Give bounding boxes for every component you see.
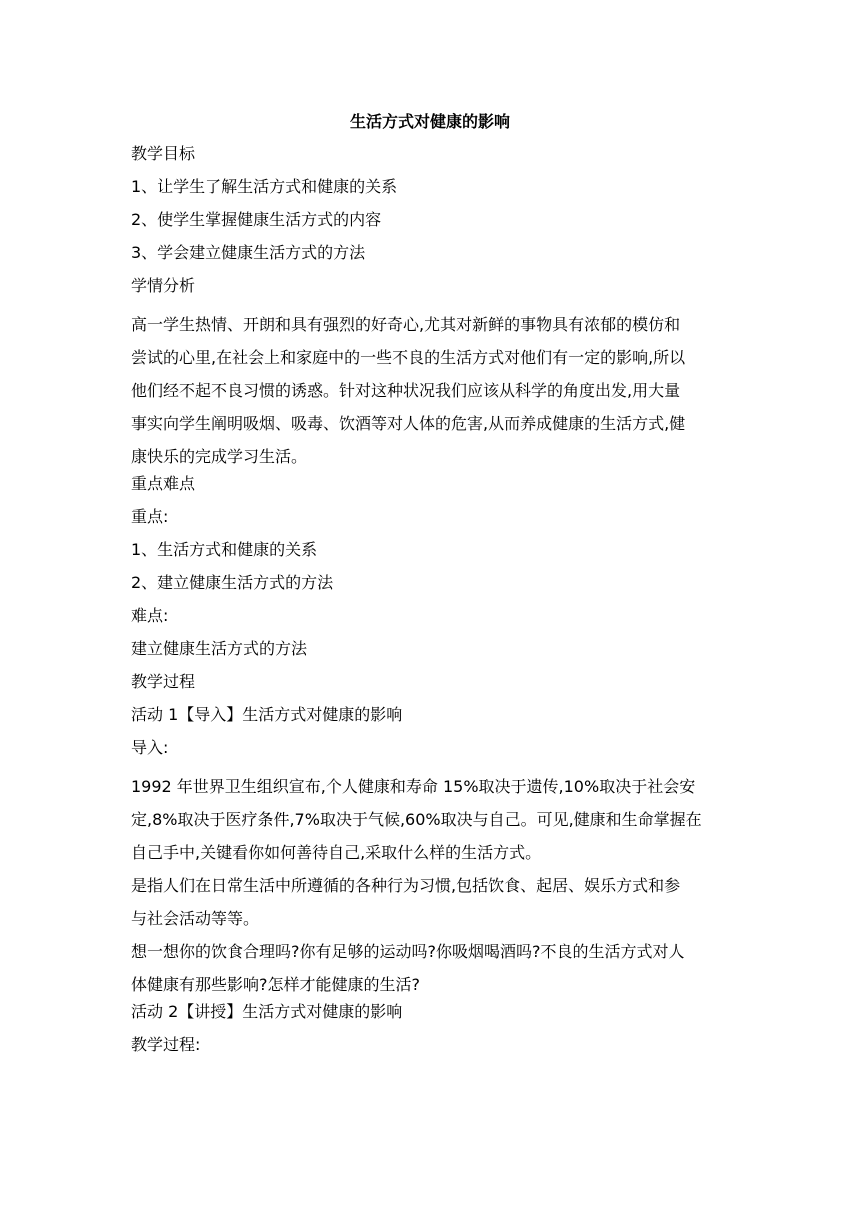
intro-paragraph bbox=[131, 770, 731, 869]
analysis-paragraph bbox=[131, 308, 731, 473]
question-line: 体健康有那些影响?怎样才能健康的生活? bbox=[131, 975, 420, 994]
definition-paragraph bbox=[131, 869, 731, 935]
key-point-item-1: 1、生活方式和健康的关系 bbox=[131, 540, 318, 559]
activity-2-heading: 活动 2【讲授】生活方式对健康的影响 bbox=[131, 1002, 403, 1021]
goal-item-3: 3、学会建立健康生活方式的方法 bbox=[131, 243, 366, 262]
question-paragraph bbox=[131, 935, 731, 1001]
analysis-line: 康快乐的完成学习生活。 bbox=[131, 447, 308, 466]
analysis-line: 他们经不起不良习惯的诱惑。针对这种状况我们应该从科学的角度出发,用大量 bbox=[131, 381, 681, 400]
activity-1-heading: 活动 1【导入】生活方式对健康的影响 bbox=[131, 705, 403, 724]
definition-line: 与社会活动等等。 bbox=[131, 909, 260, 928]
label-introduction: 导入: bbox=[131, 738, 169, 757]
analysis-line: 事实向学生阐明吸烟、吸毒、饮酒等对人体的危害,从而养成健康的生活方式,健 bbox=[131, 414, 686, 433]
heading-student-analysis: 学情分析 bbox=[131, 276, 196, 295]
heading-teaching-goals: 教学目标 bbox=[131, 144, 196, 163]
intro-line: 1992 年世界卫生组织宣布,个人健康和寿命 15%取决于遗传,10%取决于社会安 bbox=[131, 777, 696, 796]
difficult-point-item: 建立健康生活方式的方法 bbox=[131, 639, 308, 658]
intro-line: 自己手中,关键看你如何善待自己,采取什么样的生活方式。 bbox=[131, 843, 542, 862]
question-line: 想一想你的饮食合理吗?你有足够的运动吗?你吸烟喝酒吗?不良的生活方式对人 bbox=[131, 942, 685, 961]
goal-item-1: 1、让学生了解生活方式和健康的关系 bbox=[131, 177, 398, 196]
intro-line: 定,8%取决于医疗条件,7%取决于气候,60%取决与自己。可见,健康和生命掌握在 bbox=[131, 810, 702, 829]
label-teaching-process: 教学过程: bbox=[131, 1035, 201, 1054]
key-point-item-2: 2、建立健康生活方式的方法 bbox=[131, 573, 334, 592]
analysis-line: 高一学生热情、开朗和具有强烈的好奇心,尤其对新鲜的事物具有浓郁的模仿和 bbox=[131, 315, 681, 334]
document-body bbox=[131, 143, 731, 1067]
definition-line: 是指人们在日常生活中所遵循的各种行为习惯,包括饮食、起居、娱乐方式和参 bbox=[131, 876, 681, 895]
heading-teaching-process: 教学过程 bbox=[131, 672, 196, 691]
heading-key-difficult-points: 重点难点 bbox=[131, 474, 196, 493]
page-title: 生活方式对健康的影响 bbox=[349, 112, 510, 131]
goal-item-2: 2、使学生掌握健康生活方式的内容 bbox=[131, 210, 382, 229]
label-key-points: 重点: bbox=[131, 507, 169, 526]
label-difficult-points: 难点: bbox=[131, 606, 169, 625]
analysis-line: 尝试的心里,在社会上和家庭中的一些不良的生活方式对他们有一定的影响,所以 bbox=[131, 348, 686, 367]
